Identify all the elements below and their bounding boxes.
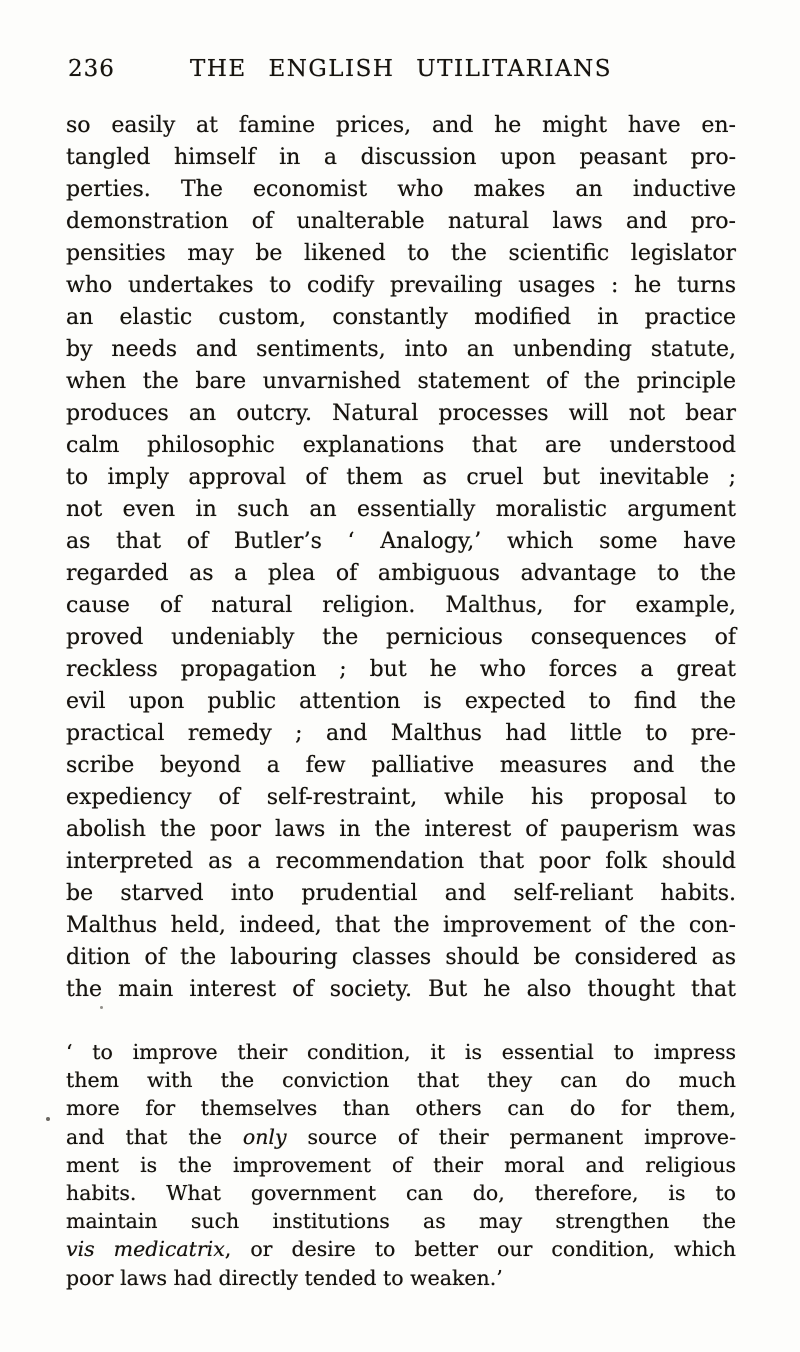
running-title: THE ENGLISH UTILITARIANS bbox=[189, 56, 613, 82]
text-segment: , or desire to better our condition, which bbox=[224, 1237, 736, 1262]
body-paragraph bbox=[66, 110, 736, 1006]
text-line: when the bare unvarnished statement of the principle bbox=[66, 369, 736, 394]
text-line: demonstration of unalterable natural laws and pro- bbox=[66, 209, 736, 234]
text-line bbox=[66, 1123, 736, 1151]
scan-speck bbox=[100, 1006, 103, 1009]
italic-phrase: vis medicatrix bbox=[66, 1237, 225, 1262]
text-line: habits. What government can do, therefore, is to bbox=[66, 1181, 736, 1206]
text-line: ment is the improvement of their moral and religious bbox=[66, 1152, 736, 1177]
text-line: practical remedy ; and Malthus had little to pre- bbox=[66, 721, 736, 746]
text-line bbox=[66, 1235, 736, 1263]
page-number: 236 bbox=[68, 56, 115, 82]
text-line: proved undeniably the pernicious consequences of bbox=[66, 625, 736, 650]
text-segment: and that the bbox=[66, 1124, 243, 1149]
page-header bbox=[66, 56, 736, 86]
text-line: as that of Butler’s ‘ Analogy,’ which some have bbox=[66, 529, 736, 554]
text-line: an elastic custom, constantly modified in practice bbox=[66, 305, 736, 330]
text-line: them with the conviction that they can do much bbox=[66, 1068, 736, 1093]
text-line: dition of the labouring classes should be considered as bbox=[66, 945, 736, 970]
italic-phrase: only bbox=[242, 1124, 287, 1149]
text-line: so easily at famine prices, and he might have en- bbox=[66, 113, 736, 138]
text-line: be starved into prudential and self-reliant habits. bbox=[66, 881, 736, 906]
text-line: cause of natural religion. Malthus, for example, bbox=[66, 593, 736, 618]
text-line: maintain such institutions as may strengthen the bbox=[66, 1209, 736, 1234]
text-line: the main interest of society. But he also thought that bbox=[66, 977, 736, 1002]
text-line: by needs and sentiments, into an unbending statute, bbox=[66, 337, 736, 362]
text-line: pensities may be likened to the scientific legislator bbox=[66, 241, 736, 266]
text-line: poor laws had directly tended to weaken.’ bbox=[66, 1265, 503, 1290]
text-line: interpreted as a recommendation that poor folk should bbox=[66, 849, 736, 874]
text-line: scribe beyond a few palliative measures and the bbox=[66, 753, 736, 778]
text-line: who undertakes to codify prevailing usages : he turns bbox=[66, 273, 736, 298]
footnote-quote bbox=[66, 1038, 736, 1292]
text-line: Malthus held, indeed, that the improvement of the con- bbox=[66, 913, 736, 938]
text-line: perties. The economist who makes an inductive bbox=[66, 177, 736, 202]
text-segment: source of their permanent improve- bbox=[286, 1124, 736, 1149]
text-line: regarded as a plea of ambiguous advantage to the bbox=[66, 561, 736, 586]
text-line: abolish the poor laws in the interest of pauperism was bbox=[66, 817, 736, 842]
text-line: evil upon public attention is expected to find the bbox=[66, 689, 736, 714]
text-line: not even in such an essentially moralistic argument bbox=[66, 497, 736, 522]
text-line: more for themselves than others can do for them, bbox=[66, 1096, 736, 1121]
text-line: ‘ to improve their condition, it is essential to impress bbox=[66, 1040, 736, 1064]
text-line: to imply approval of them as cruel but inevitable ; bbox=[66, 465, 736, 490]
scan-speck bbox=[46, 1117, 50, 1121]
text-line: produces an outcry. Natural processes will not bear bbox=[66, 401, 736, 426]
text-line: expediency of self-restraint, while his proposal to bbox=[66, 785, 736, 810]
text-line: reckless propagation ; but he who forces a great bbox=[66, 657, 736, 682]
text-line: tangled himself in a discussion upon peasant pro- bbox=[66, 145, 736, 170]
text-line: calm philosophic explanations that are understood bbox=[66, 433, 736, 458]
